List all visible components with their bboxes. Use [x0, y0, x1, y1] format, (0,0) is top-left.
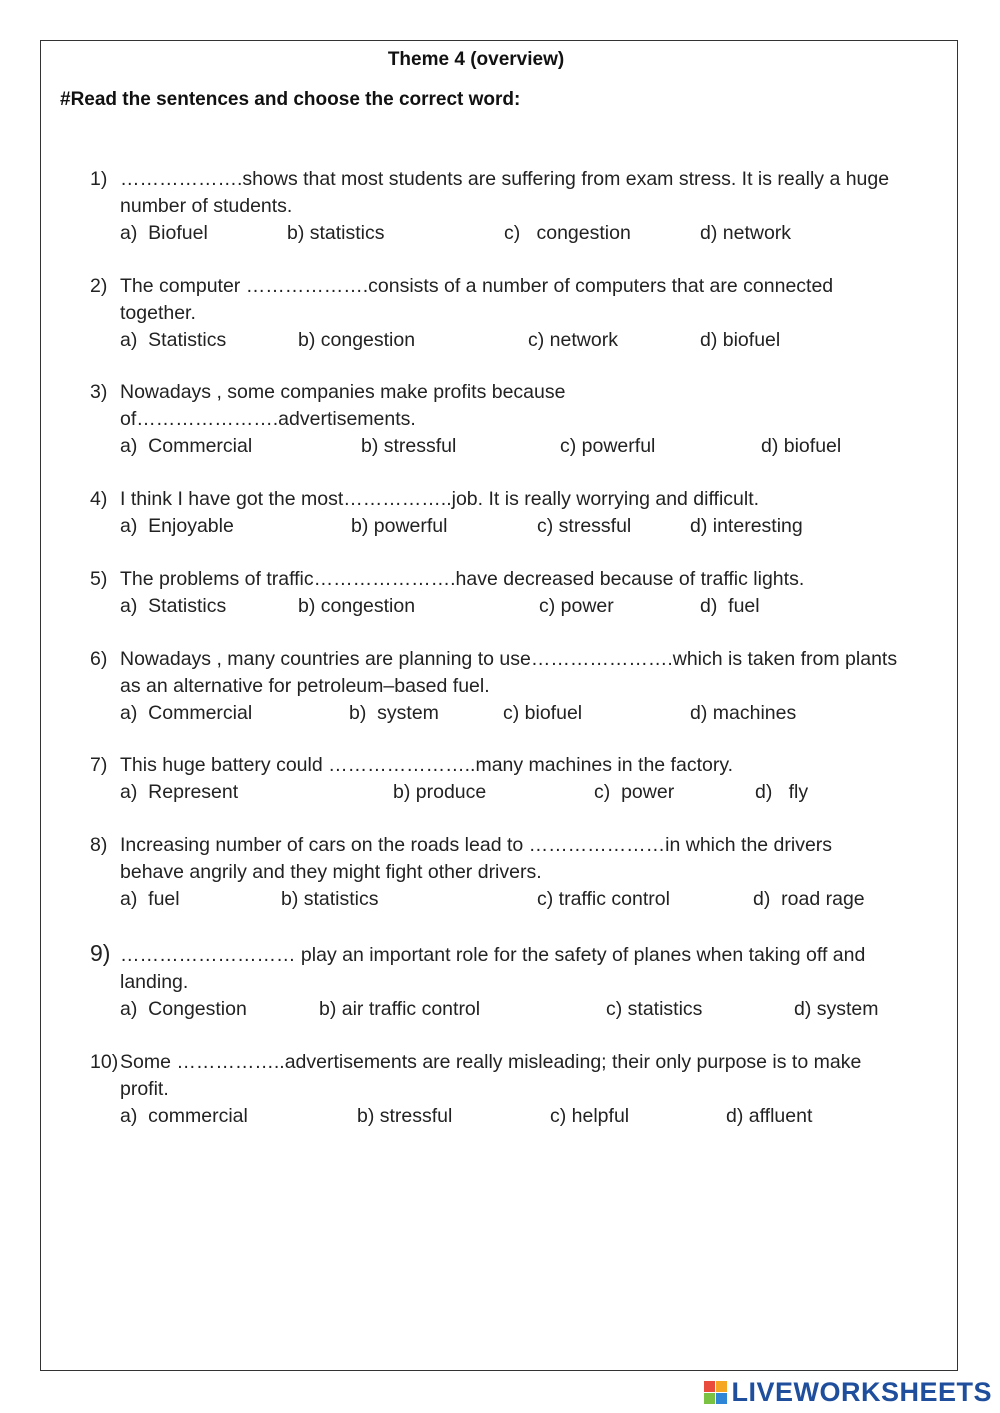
options-row	[120, 700, 900, 727]
question-text: ……………….shows that most students are suffering from exam stress. It is really a huge number of students.	[120, 168, 890, 217]
option-c[interactable]: c) network	[528, 329, 618, 351]
option-d[interactable]: d) fuel	[700, 595, 760, 617]
options-row	[120, 327, 900, 354]
option-b[interactable]: b) system	[349, 702, 439, 724]
option-d[interactable]: d) interesting	[690, 515, 803, 537]
option-c[interactable]: c) traffic control	[537, 888, 670, 910]
liveworksheets-logo	[704, 1377, 992, 1408]
question-text: The computer ……………….consists of a number of computers that are connected together.	[120, 275, 834, 324]
option-a[interactable]: a) Congestion	[120, 998, 247, 1020]
options-row	[120, 513, 900, 540]
option-c[interactable]: c) helpful	[550, 1105, 630, 1127]
option-d[interactable]: d) system	[794, 998, 879, 1020]
option-d[interactable]: d) affluent	[726, 1105, 813, 1127]
question-10	[90, 1049, 900, 1130]
option-c[interactable]: c) congestion	[504, 222, 631, 244]
option-d[interactable]: d) biofuel	[761, 435, 842, 457]
option-a[interactable]: a) Commercial	[120, 435, 253, 457]
question-3	[90, 379, 900, 460]
options-row	[120, 996, 900, 1023]
option-c[interactable]: c) statistics	[606, 998, 703, 1020]
question-7	[90, 752, 900, 806]
option-b[interactable]: b) powerful	[351, 515, 448, 537]
question-9	[90, 942, 900, 1023]
option-c[interactable]: c) biofuel	[503, 702, 583, 724]
question-number: 4)	[90, 488, 108, 510]
question-number: 1)	[90, 168, 108, 190]
question-number: 2)	[90, 275, 108, 297]
option-d[interactable]: d) road rage	[753, 888, 865, 910]
question-text: Increasing number of cars on the roads lead to …………………in which the drivers behave angrily and they might fight other drivers.	[120, 834, 833, 883]
logo-blocks-icon	[704, 1381, 727, 1404]
question-text: I think I have got the most……………..job. It is really worrying and difficult.	[120, 488, 760, 510]
option-b[interactable]: b) stressful	[357, 1105, 453, 1127]
question-text: ……………………… play an important role for the safety of planes when taking off and landing.	[120, 944, 866, 993]
option-a[interactable]: a) Biofuel	[120, 222, 208, 244]
question-2	[90, 273, 900, 354]
option-c[interactable]: c) power	[539, 595, 614, 617]
option-a[interactable]: a) fuel	[120, 888, 180, 910]
option-b[interactable]: b) stressful	[361, 435, 457, 457]
question-number: 6)	[90, 648, 108, 670]
question-number: 5)	[90, 568, 108, 590]
option-b[interactable]: b) congestion	[298, 329, 416, 351]
option-a[interactable]: a) Represent	[120, 781, 239, 803]
options-row	[120, 779, 900, 806]
option-d[interactable]: d) fly	[755, 781, 809, 803]
option-c[interactable]: c) power	[594, 781, 675, 803]
options-row	[120, 886, 900, 913]
option-d[interactable]: d) network	[700, 222, 792, 244]
question-text: The problems of traffic………………….have decreased because of traffic lights.	[120, 568, 805, 590]
question-number: 9)	[90, 940, 111, 966]
option-b[interactable]: b) statistics	[281, 888, 379, 910]
question-number: 3)	[90, 381, 108, 403]
option-c[interactable]: c) powerful	[560, 435, 656, 457]
question-text: Nowadays , some companies make profits because of………………….advertisements.	[120, 381, 566, 430]
logo-text-worksheets: WORKSHEETS	[793, 1377, 992, 1407]
option-a[interactable]: a) Enjoyable	[120, 515, 234, 537]
question-6	[90, 646, 900, 727]
question-text: Some ……………..advertisements are really misleading; their only purpose is to make profit.	[120, 1051, 862, 1100]
options-row	[120, 593, 900, 620]
option-a[interactable]: a) Statistics	[120, 329, 227, 351]
option-b[interactable]: b) statistics	[287, 222, 385, 244]
question-text: This huge battery could …………………..many machines in the factory.	[120, 754, 734, 776]
question-text: Nowadays , many countries are planning to use………………….which is taken from plants as an alternative for petroleum–based fuel.	[120, 648, 898, 697]
option-a[interactable]: a) commercial	[120, 1105, 248, 1127]
instruction-text: #Read the sentences and choose the correct word:	[60, 89, 521, 110]
question-number: 10)	[90, 1051, 119, 1073]
options-row	[120, 433, 900, 460]
option-b[interactable]: b) air traffic control	[319, 998, 481, 1020]
option-b[interactable]: b) congestion	[298, 595, 416, 617]
option-a[interactable]: a) Commercial	[120, 702, 253, 724]
options-row	[120, 1103, 900, 1130]
options-row	[120, 220, 900, 247]
question-1	[90, 166, 900, 247]
option-d[interactable]: d) biofuel	[700, 329, 781, 351]
page-title: Theme 4 (overview)	[387, 49, 565, 70]
question-5	[90, 566, 900, 620]
option-c[interactable]: c) stressful	[537, 515, 632, 537]
question-4	[90, 486, 900, 540]
question-number: 8)	[90, 834, 108, 856]
option-a[interactable]: a) Statistics	[120, 595, 227, 617]
option-b[interactable]: b) produce	[393, 781, 487, 803]
logo-text-live: LIVE	[731, 1377, 794, 1407]
question-8	[90, 832, 900, 913]
option-d[interactable]: d) machines	[690, 702, 797, 724]
question-number: 7)	[90, 754, 108, 776]
